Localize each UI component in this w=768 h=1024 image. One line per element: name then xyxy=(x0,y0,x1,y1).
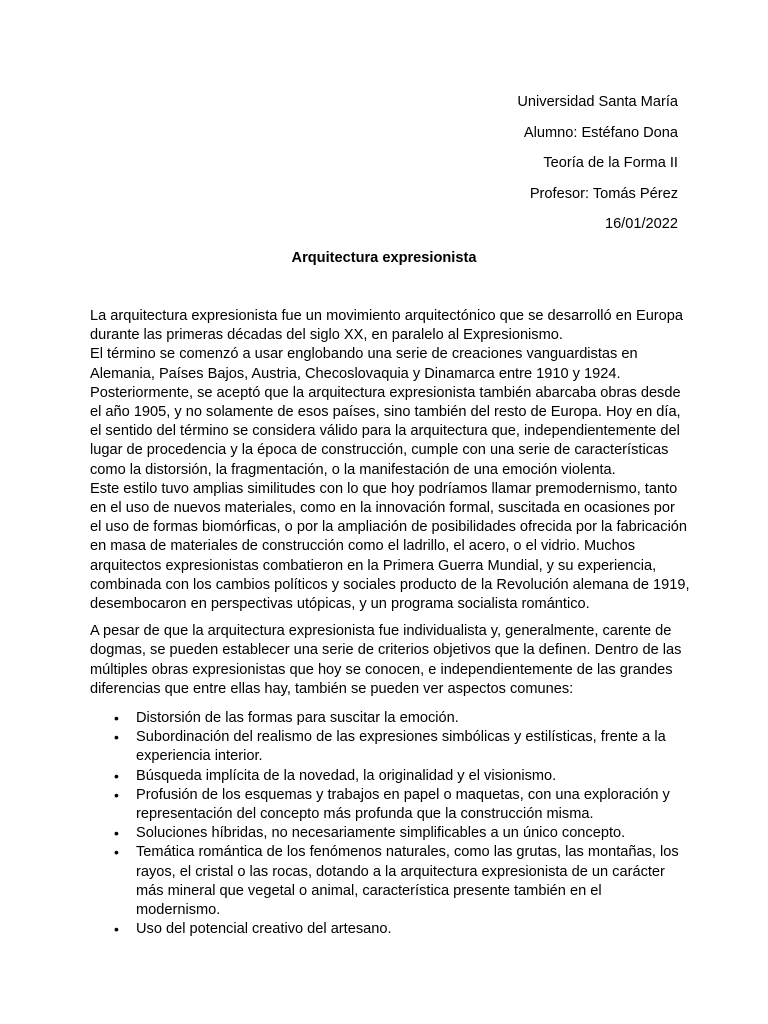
paragraph-term: El término se comenzó a usar englobando una serie de creaciones vanguardistas en Alemania, Países Bajos, Austria, Checoslovaquia y Dinamarca entre 1910 y 1924. Posteriormente, se aceptó que la arquitectura expresionista también abarcaba obras desde el año 1905, y no solamente de esos países, sino también del resto de Europa. Hoy en día, el sentido del término se considera válido para la arquitectura que, independientemente del lugar de procedencia y la época de construcción, cumple con una serie de características como la distorsión, la fragmentación, o la manifestación de una emoción violenta. xyxy=(90,346,681,478)
bullet-icon: • xyxy=(114,729,119,746)
bullet-icon: • xyxy=(114,710,119,727)
characteristics-list xyxy=(90,709,690,939)
paragraph-criteria: A pesar de que la arquitectura expresionista fue individualista y, generalmente, carente de dogmas, se pueden establecer una serie de criterios objetivos que la definen. Dentro de las múltiples obras expresionistas que hoy se conocen, e independientemente de las grandes diferencias que entre ellas hay, también se pueden ver aspectos comunes: xyxy=(90,623,682,697)
student-name: Alumno: Estéfano Dona xyxy=(523,124,678,141)
course-name: Teoría de la Forma II xyxy=(543,155,678,171)
bullet-icon: • xyxy=(114,825,119,842)
bullet-icon: • xyxy=(114,921,119,938)
document-header xyxy=(278,92,678,245)
list-item-text: Soluciones híbridas, no necesariamente simplificables a un único concepto. xyxy=(136,825,626,842)
bullet-icon: • xyxy=(114,767,119,784)
document-date: 16/01/2022 xyxy=(604,216,678,232)
university-name: Universidad Santa María xyxy=(517,94,678,110)
paragraph-style: Este estilo tuvo amplias similitudes con lo que hoy podríamos llamar premodernismo, tanto en el uso de nuevos materiales, como en la innovación formal, suscitada en ocasiones por el uso de formas biomórficas, o por la ampliación de posibilidades ofrecida por la fabricación en masa de materiales de construcción como el ladrillo, el acero, o el vidrio. Muchos arquitectos expresionistas combatieron en la Primera Guerra Mundial, y su experiencia, combinada con los cambios políticos y sociales producto de la Revolución alemana de 1919, desembocaron en perspectivas utópicas, y un programa socialista romántico. xyxy=(90,480,690,613)
list-item-text: Profusión de los esquemas y trabajos en papel o maquetas, con una exploración y representación del concepto más profunda que la construcción misma. xyxy=(136,786,670,823)
list-item xyxy=(114,786,690,824)
list-item-text: Búsqueda implícita de la novedad, la originalidad y el visionismo. xyxy=(136,767,557,784)
paragraph-intro: La arquitectura expresionista fue un movimiento arquitectónico que se desarrolló en Europa durante las primeras décadas del siglo XX, en paralelo al Expresionismo. xyxy=(90,308,684,344)
document-body xyxy=(90,307,690,940)
list-item-text: Subordinación del realismo de las expresiones simbólicas y estilísticas, frente a la experiencia interior. xyxy=(136,729,666,765)
list-item xyxy=(114,709,690,728)
document-title: Arquitectura expresionista xyxy=(291,250,477,266)
bullet-icon: • xyxy=(114,786,119,803)
list-item xyxy=(114,767,690,786)
list-item xyxy=(114,824,690,843)
list-item-text: Distorsión de las formas para suscitar la emoción. xyxy=(136,710,459,727)
list-item xyxy=(114,843,690,920)
list-item xyxy=(114,920,690,939)
bullet-icon: • xyxy=(114,844,119,861)
professor-name: Profesor: Tomás Pérez xyxy=(529,185,678,202)
list-item-text: Uso del potencial creativo del artesano. xyxy=(136,921,392,938)
list-item-text: Temática romántica de los fenómenos naturales, como las grutas, las montañas, los rayos, el cristal o las rocas, dotando a la arquitectura expresionista de un carácter más mineral que vegetal o animal, característica presente también en el modernismo. xyxy=(136,844,679,919)
list-item xyxy=(114,728,690,766)
